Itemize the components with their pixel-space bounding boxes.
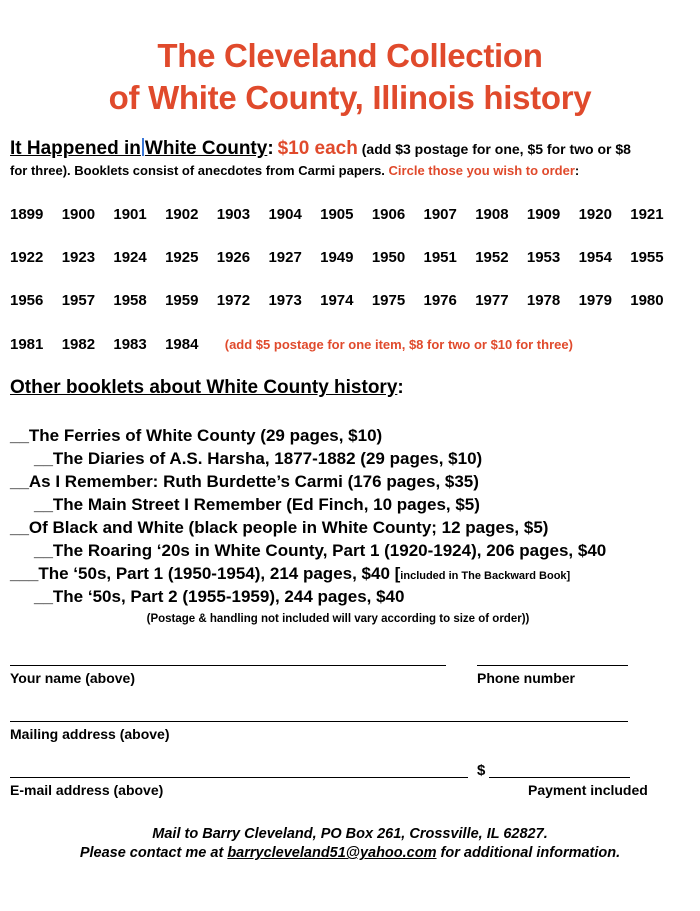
year-1956[interactable]: 1956 <box>10 292 44 309</box>
booklet-description: for three). Booklets consist of anecdotes from Carmi papers. <box>10 163 385 178</box>
other-booklets-heading <box>10 377 404 399</box>
year-1923[interactable]: 1923 <box>61 249 96 266</box>
year-1952[interactable]: 1952 <box>475 249 509 266</box>
booklet-list <box>10 425 695 609</box>
year-1926[interactable]: 1926 <box>216 249 251 266</box>
year-1902[interactable]: 1902 <box>165 206 199 223</box>
title-line-1: The Cleveland Collection <box>157 37 543 74</box>
heading-part-b: White County <box>144 138 268 159</box>
heading-colon: : <box>267 138 274 159</box>
booklet-item <box>10 563 695 586</box>
email-label: E-mail address (above) <box>10 782 164 798</box>
year-1904[interactable]: 1904 <box>268 206 302 223</box>
payment-label: Payment included <box>528 782 648 798</box>
year-1922[interactable]: 1922 <box>10 249 44 266</box>
year-1973[interactable]: 1973 <box>268 292 302 309</box>
year-1980[interactable]: 1980 <box>630 292 664 309</box>
price-label: $10 each <box>277 138 358 159</box>
year-1901[interactable]: 1901 <box>113 206 147 223</box>
year-1955[interactable]: 1955 <box>630 249 664 266</box>
year-row-3 <box>10 292 690 309</box>
intro-section <box>10 137 690 181</box>
year-1953[interactable]: 1953 <box>526 249 561 266</box>
contact-prefix: Please contact me at <box>79 845 228 861</box>
booklet-item: __The Ferries of White County (29 pages, $10) <box>10 426 383 445</box>
booklet-item: __As I Remember: Ruth Burdette’s Carmi (176 pages, $35) <box>10 472 479 491</box>
year-1982[interactable]: 1982 <box>61 336 96 353</box>
year-1974[interactable]: 1974 <box>320 292 354 309</box>
heading-it-happened <box>10 138 267 159</box>
postage-handling-note: (Postage & handling not included will vary according to size of order)) <box>146 613 530 625</box>
year-1900[interactable]: 1900 <box>61 206 96 223</box>
mail-to-line: Mail to Barry Cleveland, PO Box 261, Crossville, IL 62827. <box>152 826 548 842</box>
year-1905[interactable]: 1905 <box>320 206 354 223</box>
booklet-item: __The Main Street I Remember (Ed Finch, 10 pages, $5) <box>34 495 480 514</box>
year-1957[interactable]: 1957 <box>61 292 96 309</box>
year-1908[interactable]: 1908 <box>475 206 509 223</box>
year-1954[interactable]: 1954 <box>578 249 612 266</box>
email-field-line[interactable] <box>10 777 468 778</box>
year-1981[interactable]: 1981 <box>10 336 44 353</box>
phone-field-line[interactable] <box>477 665 628 666</box>
title-line-2: of White County, Illinois history <box>108 79 592 116</box>
year-1959[interactable]: 1959 <box>165 292 199 309</box>
booklet-item: __The Diaries of A.S. Harsha, 1877-1882 (29 pages, $10) <box>34 449 483 468</box>
year-1958[interactable]: 1958 <box>113 292 147 309</box>
booklet-item: __The ‘50s, Part 2 (1955-1959), 244 pages, $40 <box>34 587 405 606</box>
other-heading-text: Other booklets about White County history <box>10 377 398 398</box>
instruction-colon: : <box>574 163 580 178</box>
intro-line-1 <box>10 137 690 161</box>
dollar-sign: $ <box>477 762 486 779</box>
year-1899[interactable]: 1899 <box>10 206 44 223</box>
booklet-item-text: ___The ‘50s, Part 1 (1950-1954), 214 pages, $40 [ <box>10 564 401 583</box>
email-link[interactable]: barrycleveland51@yahoo.com <box>227 845 437 861</box>
payment-field-line[interactable] <box>489 777 630 778</box>
year-1950[interactable]: 1950 <box>371 249 406 266</box>
name-label: Your name (above) <box>10 670 135 686</box>
backward-book-note: included in The Backward Book] <box>400 570 571 582</box>
year-1920[interactable]: 1920 <box>578 206 612 223</box>
booklet-item: __Of Black and White (black people in White County; 12 pages, $5) <box>10 518 549 537</box>
year-1979[interactable]: 1979 <box>578 292 612 309</box>
year-1921[interactable]: 1921 <box>630 206 664 223</box>
year-row-4 <box>10 336 690 353</box>
year-1906[interactable]: 1906 <box>371 206 406 223</box>
heading-part-a: It Happened in <box>10 138 141 159</box>
other-heading-colon: : <box>397 377 404 398</box>
year-1977[interactable]: 1977 <box>475 292 509 309</box>
year-1924[interactable]: 1924 <box>113 249 147 266</box>
address-field-line[interactable] <box>10 721 628 722</box>
address-label: Mailing address (above) <box>10 726 170 742</box>
year-1949[interactable]: 1949 <box>320 249 354 266</box>
year-1972[interactable]: 1972 <box>216 292 251 309</box>
year-row-2 <box>10 249 690 266</box>
phone-label: Phone number <box>477 670 576 686</box>
intro-line-2 <box>10 161 690 181</box>
contact-line <box>0 843 700 864</box>
circle-instruction: Circle those you wish to order <box>388 163 575 178</box>
booklet-item: __The Roaring ‘20s in White County, Part 1 (1920-1924), 206 pages, $40 <box>34 541 607 560</box>
year-1927[interactable]: 1927 <box>268 249 302 266</box>
year-1983[interactable]: 1983 <box>113 336 147 353</box>
contact-suffix: for additional information. <box>436 845 621 861</box>
year-1984[interactable]: 1984 <box>165 336 199 353</box>
text-cursor <box>142 138 144 156</box>
year-1976[interactable]: 1976 <box>423 292 457 309</box>
postage-info: (add $3 postage for one, $5 for two or $8 <box>361 141 631 157</box>
year-postage-note: (add $5 postage for one item, $8 for two or $10 for three) <box>224 337 573 352</box>
year-1909[interactable]: 1909 <box>526 206 561 223</box>
year-1975[interactable]: 1975 <box>371 292 406 309</box>
year-1903[interactable]: 1903 <box>216 206 251 223</box>
year-1925[interactable]: 1925 <box>165 249 199 266</box>
name-field-line[interactable] <box>10 665 446 666</box>
year-1951[interactable]: 1951 <box>423 249 457 266</box>
year-1978[interactable]: 1978 <box>526 292 561 309</box>
year-row-1 <box>10 206 690 223</box>
year-1907[interactable]: 1907 <box>423 206 457 223</box>
